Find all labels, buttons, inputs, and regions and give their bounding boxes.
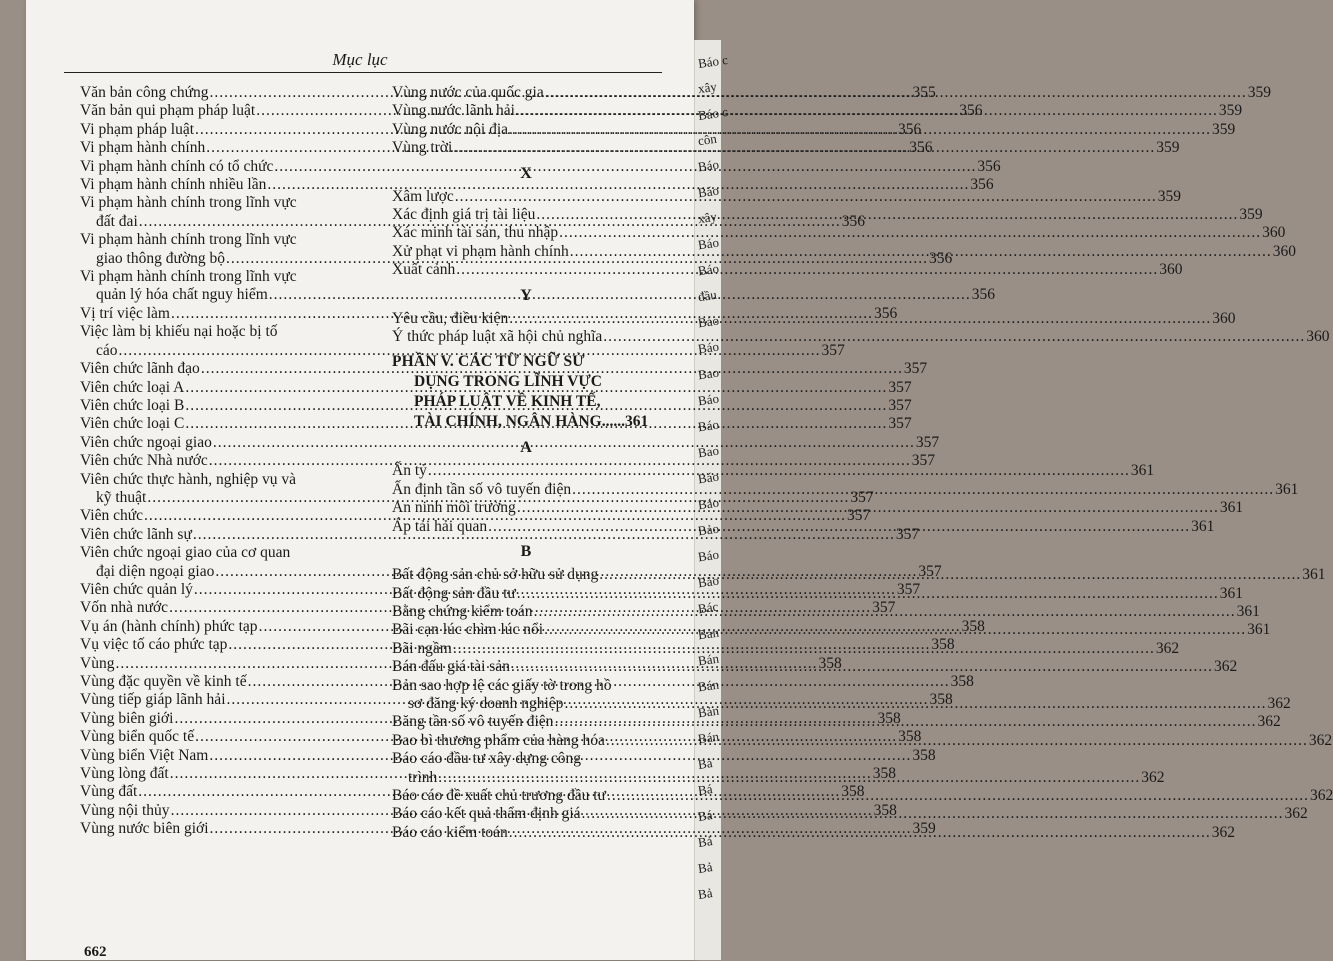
toc-entry-title: Bất động sản chủ sở hữu sử dụng: [392, 566, 599, 584]
toc-entry-title-line: Bản sao hợp lệ các giấy tờ trong hồ: [392, 676, 612, 694]
adjacent-page-fragment: Báo: [696, 390, 720, 409]
dot-leader: [545, 84, 1247, 102]
adjacent-page-fragment: Báo: [696, 260, 720, 279]
toc-entry-page: 357: [888, 415, 912, 433]
adjacent-page-fragment: Bả: [696, 859, 714, 876]
toc-entry-page: 359: [1212, 120, 1236, 138]
toc-entry-title: Văn bản qui phạm pháp luật: [80, 102, 256, 120]
section-letter-x: X: [520, 164, 532, 182]
toc-entry-page: 357: [918, 562, 942, 580]
toc-entry-page: 359: [1218, 102, 1243, 120]
adjacent-page-fragment: Bác: [696, 598, 720, 617]
toc-entry-title: Vùng đặc quyền về kinh tế: [80, 673, 247, 690]
part-v-line-1: PHẦN V. CÁC TỪ NGỮ SỬ: [392, 353, 585, 371]
part-v-heading: [392, 352, 660, 432]
toc-entry-page: 362: [1309, 786, 1333, 804]
toc-entry-page: 356: [873, 304, 898, 322]
adjacent-page-fragment: Báo: [696, 338, 720, 357]
toc-entry-page: 357: [915, 433, 940, 451]
dot-leader: [453, 139, 1155, 157]
toc-entry-title-line: Vi phạm hành chính trong lĩnh vực: [80, 194, 297, 212]
toc-entry-title: Vùng nước biên giới: [80, 820, 209, 838]
toc-entry-title: Xác định giá trị tài liệu: [392, 206, 536, 224]
toc-entry-page: 358: [950, 673, 974, 690]
dot-leader: [488, 518, 1190, 536]
page-number: 662: [84, 944, 107, 960]
dot-leader: [564, 695, 1266, 713]
toc-entry-page: 358: [912, 746, 936, 764]
toc-entry-title: Vi phạm hành chính có tổ chức: [80, 157, 274, 175]
toc-entry-page: 358: [877, 709, 901, 727]
toc-entry-page: 362: [1267, 694, 1291, 712]
toc-entry-title: Xuất cảnh: [392, 261, 456, 279]
toc-entry-page: 357: [846, 507, 871, 525]
toc-entry-page: 360: [1159, 261, 1183, 279]
adjacent-page-fragment: Báo: [696, 546, 720, 565]
toc-entry-page: 356: [841, 212, 865, 230]
toc-entry-page: 356: [977, 157, 1001, 175]
dot-leader: [509, 121, 1211, 139]
toc-entry-title: đại diện ngoại giao: [96, 562, 215, 580]
adjacent-page-fragment: Bá: [696, 781, 714, 798]
toc-entry: [80, 452, 936, 470]
adjacent-page-fragment: đầu: [696, 286, 718, 305]
dot-leader: [536, 206, 1238, 224]
toc-entry-page: 360: [1262, 224, 1286, 242]
toc-entry-title: Bằng chứng kiểm toán: [392, 602, 533, 620]
toc-entry-title: Yêu cầu, điều kiện: [392, 309, 509, 327]
toc-entry-page: 356: [959, 102, 983, 120]
dot-leader: [517, 499, 1219, 517]
toc-entry-title: Vùng nội thủy: [80, 801, 170, 819]
toc-entry-title: Vùng: [80, 654, 115, 672]
toc-entry-title: Vùng biển quốc tế: [80, 728, 195, 746]
toc-entry-page: 361: [1302, 566, 1326, 584]
dot-leader: [428, 462, 1130, 480]
dot-leader: [509, 310, 1211, 328]
toc-entry-title: Xác minh tài sản, thu nhập: [392, 224, 559, 242]
toc-entry-page: 357: [888, 396, 912, 414]
adjacent-page-fragment: Báo c: [697, 51, 729, 72]
adjacent-page-fragment: xây: [696, 78, 718, 97]
toc-entry-page: 358: [841, 783, 865, 801]
toc-entry-title: Vùng đất: [80, 783, 138, 801]
adjacent-page-fragment: Bán: [696, 676, 720, 695]
dot-leader: [603, 328, 1305, 346]
toc-entry-title: Vùng biên giới: [80, 709, 174, 727]
adjacent-page-fragment: Bao: [696, 442, 720, 461]
toc-entry-title: An ninh môi trường: [392, 499, 516, 517]
toc-entry-title: Vi phạm pháp luật: [80, 120, 195, 138]
toc-entry-title: Vùng tiếp giáp lãnh hải: [80, 691, 226, 709]
toc-entry-title-line: Báo cáo đầu tư xây dựng công: [392, 750, 581, 768]
toc-entry-title: cáo: [96, 341, 118, 359]
toc-entry-title: Bán đấu giá tài sản: [392, 658, 510, 676]
toc-entry-page: 358: [931, 636, 955, 654]
toc-entry-page: 355: [912, 84, 936, 101]
adjacent-page-fragment: côn: [696, 130, 718, 149]
toc-entry-page: 361: [1275, 480, 1299, 498]
toc-entry-page: 358: [818, 654, 842, 672]
toc-entry-page: 362: [1284, 805, 1308, 823]
adjacent-page-fragment: Bảo: [696, 520, 720, 539]
toc-entry-title-line: Viên chức ngoại giao của cơ quan: [80, 544, 291, 562]
toc-entry-page: 357: [903, 360, 928, 378]
section-letter-y: Y: [520, 286, 532, 304]
part-v-line-2: DỤNG TRONG LĨNH VỰC: [414, 373, 602, 391]
toc-entry-page: 362: [1308, 731, 1333, 749]
toc-entry-title: Vùng biển Việt Nam: [80, 746, 209, 764]
adjacent-page-fragment: Báo: [696, 468, 720, 487]
toc-entry-page: 356: [971, 286, 995, 304]
adjacent-page-fragment: Bản: [696, 702, 720, 721]
dot-leader: [455, 188, 1157, 206]
toc-entry-title: Xử phạt vi phạm hành chính: [392, 242, 569, 260]
toc-entry-title: đất đai: [96, 212, 138, 230]
dot-leader: [456, 261, 1158, 279]
toc-entry-page: 357: [821, 341, 845, 359]
dot-leader: [438, 769, 1140, 787]
toc-entry-title: Xâm lược: [392, 187, 454, 205]
toc-entry-title: giao thông đường bộ: [96, 249, 225, 267]
dot-leader: [554, 713, 1256, 731]
toc-entry-page: 360: [1272, 242, 1296, 260]
adjacent-page-fragment: Báo: [696, 494, 720, 513]
toc-entry-page: 361: [1219, 584, 1244, 602]
adjacent-page-fragment: Bán: [696, 728, 720, 747]
toc-entry-title: Vùng nước của quốc gia: [392, 84, 544, 101]
adjacent-page-fragment: Bao: [696, 364, 720, 383]
toc-entry-title: Ấn tỷ: [392, 462, 427, 480]
toc-entry-page: 361: [1130, 462, 1155, 480]
dot-leader: [511, 658, 1213, 676]
toc-entry-page: 356: [909, 139, 933, 157]
toc-entry-title-line: Vi phạm hành chính trong lĩnh vực: [80, 231, 297, 249]
toc-entry-title: trình: [408, 768, 438, 786]
toc-entry-title: Viên chức loại A: [80, 378, 185, 396]
dot-leader: [544, 621, 1246, 639]
toc-entry-title: Viên chức loại B: [80, 396, 185, 414]
dot-leader: [534, 603, 1236, 621]
adjacent-page-fragment: Báo: [696, 182, 720, 201]
toc-entry-page: 356: [898, 120, 922, 138]
toc-entry-page: 360: [1306, 328, 1330, 346]
toc-entry-title: Vụ việc tố cáo phức tạp: [80, 636, 228, 654]
toc-entry-page: 358: [872, 765, 896, 783]
adjacent-page-fragment: Bả: [696, 755, 714, 772]
part-v-line-3: PHÁP LUẬT VỀ KINH TẾ,: [414, 393, 601, 411]
adjacent-page-fragment: Báo: [696, 312, 720, 331]
adjacent-page-fragment: Bả: [696, 833, 714, 850]
toc-entry-page: 361: [1236, 602, 1260, 620]
dot-leader: [516, 102, 1218, 120]
toc-entry-title: Vùng nước nội địa: [392, 120, 509, 138]
toc-entry-title: Viên chức loại C: [80, 415, 185, 433]
toc-entry-title: Văn bản công chứng: [80, 84, 209, 101]
toc-entry-title-line: Vi phạm hành chính trong lĩnh vực: [80, 268, 297, 286]
toc-entry-title: Báo cáo đề xuất chủ trương đầu tư: [392, 786, 606, 804]
part-v-line-4: TÀI CHÍNH, NGÂN HÀNG......361: [414, 413, 649, 431]
toc-entry-title: kỹ thuật: [96, 488, 147, 506]
toc-entry-page: 362: [1155, 639, 1180, 657]
toc-entry-title: Vốn nhà nước: [80, 599, 169, 617]
adjacent-page-fragment: Bá: [696, 807, 714, 824]
dot-leader: [570, 243, 1272, 261]
header-rule: [64, 72, 662, 73]
dot-leader: [582, 805, 1284, 823]
toc-entry-title: Ấn định tần số vô tuyến điện: [392, 480, 572, 498]
toc-entry-page: 361: [1247, 621, 1271, 639]
toc-entry-title: Bãi ngầm: [392, 639, 452, 657]
toc-entry-page: 357: [872, 599, 896, 617]
toc-entry-page: 359: [1157, 187, 1182, 205]
toc-entry-title: Viên chức Nhà nước: [80, 452, 208, 470]
toc-entry-page: 356: [928, 249, 953, 267]
toc-entry-title-line: Việc làm bị khiếu nại hoặc bị tố: [80, 323, 278, 341]
toc-entry-title: Bao bì thương phẩm của hàng hóa: [392, 731, 605, 749]
toc-entry-page: 361: [1191, 517, 1215, 535]
adjacent-page-fragment: Báo: [696, 234, 720, 253]
dot-leader: [453, 640, 1155, 658]
toc-entry-page: 358: [873, 801, 897, 819]
dot-leader: [606, 732, 1308, 750]
adjacent-page-fragment: Báo c: [697, 103, 729, 124]
adjacent-page-fragment: xây: [696, 208, 718, 227]
toc-entry-title: Vị trí việc làm: [80, 304, 170, 322]
toc-entry-page: 362: [1211, 823, 1236, 841]
toc-entry-title: Viên chức lãnh đạo: [80, 360, 200, 378]
dot-leader: [559, 224, 1261, 242]
toc-entry-title: Áp tải hải quan: [392, 517, 488, 535]
dot-leader: [607, 787, 1309, 805]
toc-entry-title: Viên chức: [80, 507, 143, 525]
toc-entry: [392, 328, 1330, 346]
adjacent-page-fragment: Báo: [696, 416, 720, 435]
toc-entry-title: Vùng trời: [392, 139, 453, 157]
toc-entry-title: Vụ án (hành chính) phức tạp: [80, 617, 258, 635]
adjacent-page-fragment: Bả: [696, 885, 714, 902]
adjacent-page-fragment: Bảo: [696, 572, 720, 591]
toc-entry-title: Ý thức pháp luật xã hội chủ nghĩa: [392, 328, 603, 346]
toc-entry-title: Vi phạm hành chính nhiều lần: [80, 176, 267, 194]
toc-entry-page: 361: [1219, 499, 1244, 517]
toc-entry-page: 357: [850, 488, 874, 506]
toc-entry-page: 359: [1247, 84, 1271, 101]
toc-entry-page: 356: [970, 176, 994, 194]
toc-entry-title: Báo cáo kết quả thẩm định giá: [392, 805, 581, 823]
toc-entry-title: quản lý hóa chất nguy hiểm: [96, 286, 268, 304]
dot-leader: [599, 566, 1301, 584]
adjacent-page-fragment: Bản: [696, 624, 720, 643]
toc-entry-page: 362: [1257, 713, 1281, 731]
section-letter-b: B: [520, 543, 532, 561]
toc-entry-title: Vùng lòng đất: [80, 765, 169, 783]
toc-entry-title: Bất động sản đầu tư: [392, 584, 516, 602]
toc-entry-title: sơ đăng ký doanh nghiệp: [408, 694, 564, 712]
toc-entry-page: 357: [895, 525, 920, 543]
adjacent-page-fragment: Báo: [696, 156, 720, 175]
toc-entry-page: 360: [1212, 309, 1236, 327]
toc-entry-page: 359: [1156, 139, 1180, 157]
toc-entry-page: 358: [961, 617, 985, 635]
toc-entry-title: Báo cáo kiểm toán: [392, 823, 508, 841]
toc-entry-title: Viên chức quản lý: [80, 580, 193, 598]
toc-entry-page: 359: [912, 820, 936, 838]
dot-leader: [509, 824, 1211, 842]
toc-entry-page: 362: [1213, 658, 1238, 676]
toc-entry-title: Vùng nước lãnh hải: [392, 102, 515, 120]
toc-entry-page: 357: [911, 452, 936, 470]
toc-entry-page: 358: [898, 728, 922, 746]
toc-entry-title-line: Viên chức thực hành, nghiệp vụ và: [80, 470, 297, 488]
toc-entry-title: Băng tần số vô tuyến điện: [392, 713, 554, 731]
dot-leader: [572, 481, 1274, 499]
dot-leader: [517, 585, 1219, 603]
toc-entry-page: 357: [896, 580, 921, 598]
toc-entry-page: 358: [929, 691, 953, 709]
toc-entry-page: 362: [1141, 768, 1165, 786]
section-letter-a: A: [520, 439, 532, 457]
toc-entry-page: 357: [888, 378, 912, 396]
toc-entry-title: Vi phạm hành chính: [80, 139, 206, 157]
toc-entry-page: 359: [1239, 206, 1263, 224]
toc-entry-title: Viên chức ngoại giao: [80, 433, 212, 451]
toc-entry: [392, 224, 1286, 242]
toc-entry-title: Viên chức lãnh sự: [80, 525, 192, 543]
adjacent-page-fragment: Bán: [696, 650, 720, 669]
page-header-title: Mục lục: [332, 50, 388, 69]
toc-entry-title: Bãi cạn lúc chìm lúc nổi: [392, 621, 544, 639]
